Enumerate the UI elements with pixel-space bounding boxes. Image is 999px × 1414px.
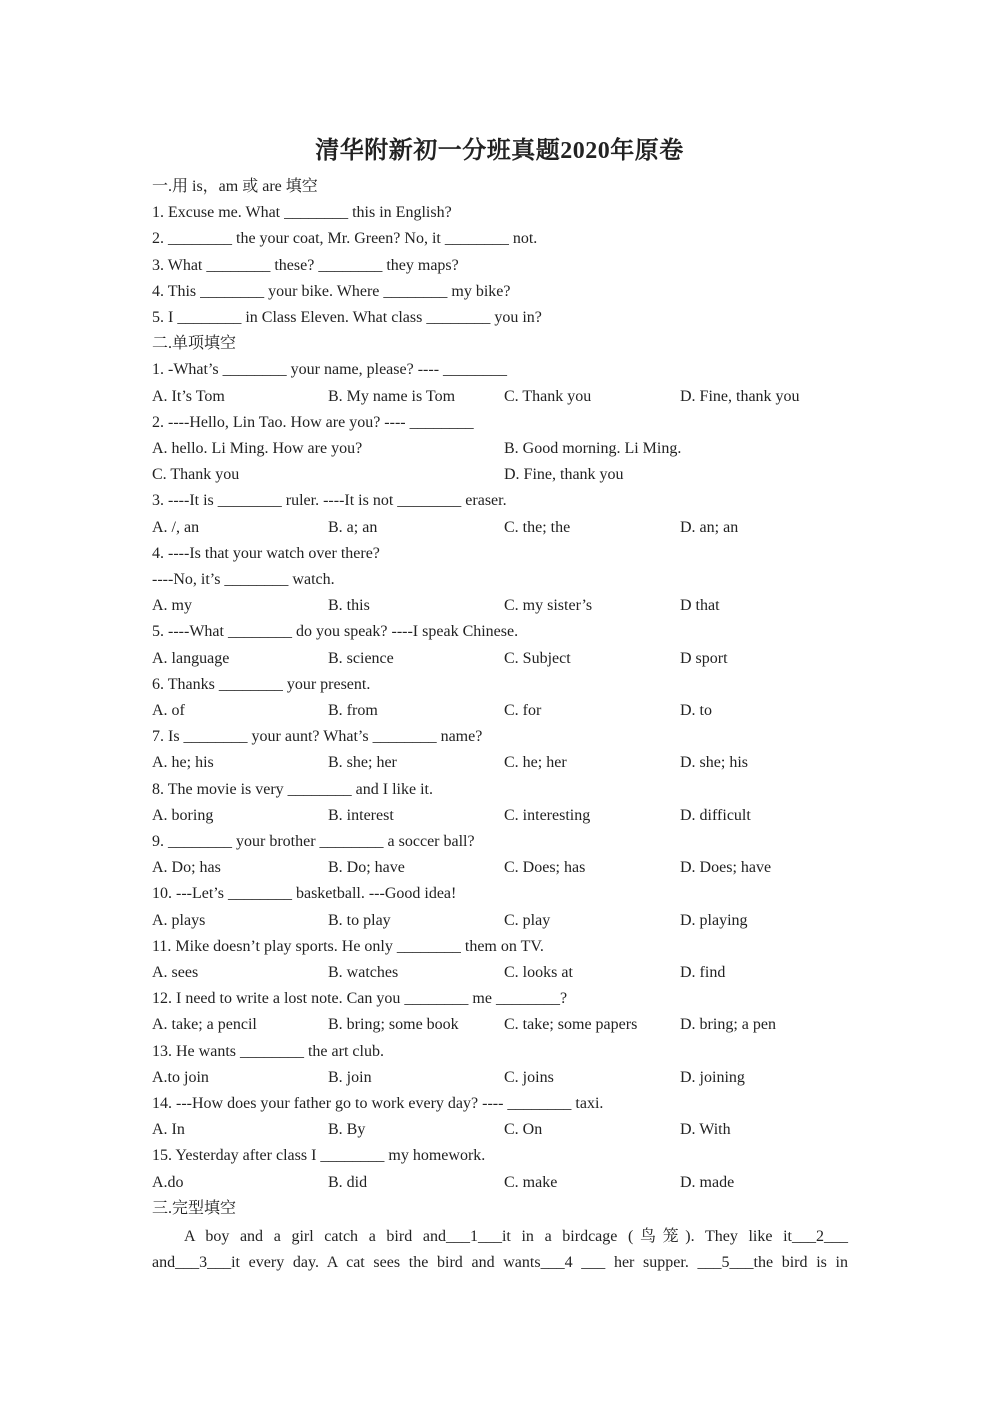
fill-in-item: 1. Excuse me. What ________ this in English? [152,204,452,222]
option-row [152,804,852,828]
option-a: A. /, an [152,518,200,536]
option-row [152,516,852,540]
option-c: C. joins [504,1068,554,1086]
option-d: D sport [680,649,728,667]
option-c: C. Subject [504,649,571,667]
option-row [152,385,852,409]
option-a: A.do [152,1173,184,1191]
option-row [152,961,852,985]
option-a: A. he; his [152,754,214,772]
question-stem: 9. ________ your brother ________ a soccer ball? [152,833,475,850]
option-a: A. my [152,597,192,615]
option-a: A. It’s Tom [152,387,225,405]
option-b: B. to play [328,911,391,929]
option-row [152,1066,852,1090]
option-a: A. hello. Li Ming. How are you? [152,440,363,457]
option-b: B. By [328,1121,366,1139]
option-d: D. find [680,964,726,981]
option-c: C. On [504,1121,543,1139]
option-a: A. take; a pencil [152,1016,257,1034]
option-a: A. plays [152,911,206,929]
fill-in-item: 4. This ________ your bike. Where ________ my bike? [152,282,511,300]
fill-in-item: 5. I ________ in Class Eleven. What class ________ you in? [152,309,542,326]
option-row [152,463,852,487]
fill-in-item: 2. ________ the your coat, Mr. Green? No, it ________ not. [152,230,538,248]
option-d: D. Does; have [680,859,772,877]
question-stem: 5. ----What ________ do you speak? ----I speak Chinese. [152,623,519,641]
option-row [152,647,852,671]
option-a: A. boring [152,806,214,824]
passage-line: A boy and a girl catch a bird and___1___it in a birdcage (鸟笼). They like it___2___ [184,1228,848,1245]
question-stem: 14. ---How does your father go to work every day? ---- ________ taxi. [152,1095,604,1112]
question-stem: ----No, it’s ________ watch. [152,571,335,588]
cloze-passage [152,1224,848,1276]
option-b: B. bring; some book [328,1016,459,1034]
question-stem: 3. ----It is ________ ruler. ----It is not ________ eraser. [152,492,507,510]
page-title: 清华附新初一分班真题2020年原卷 [315,138,684,164]
question-stem: 7. Is ________ your aunt? What’s ________ name? [152,728,483,746]
section-heading-3: 三.完型填空 [152,1199,237,1217]
question-stem: 1. -What’s ________ your name, please? ---- ________ [152,361,508,379]
option-c: C. play [504,911,551,929]
option-d: D. bring; a pen [680,1016,776,1034]
option-c: C. he; her [504,754,567,772]
option-b: B. Good morning. Li Ming. [504,440,682,457]
option-d: D. difficult [680,806,751,824]
option-b: B. interest [328,806,394,824]
option-b: B. science [328,649,394,667]
section-heading-2: 二.单项填空 [152,335,237,353]
option-c: C. take; some papers [504,1016,638,1034]
option-b: B. a; an [328,518,378,536]
question-stem: 11. Mike doesn’t play sports. He only ________ them on TV. [152,937,544,955]
option-b: B. join [328,1068,372,1086]
question-stem: 4. ----Is that your watch over there? [152,544,380,562]
question-stem: 13. He wants ________ the art club. [152,1042,384,1060]
question-stem: 12. I need to write a lost note. Can you ________ me ________? [152,990,568,1008]
option-d: D. joining [680,1068,745,1086]
option-b: B. Do; have [328,859,405,877]
option-row [152,909,852,933]
option-row [152,594,852,618]
fill-in-item: 3. What ________ these? ________ they maps? [152,256,459,274]
option-c: C. Does; has [504,859,586,877]
option-a: A. of [152,702,185,719]
question-stem: 8. The movie is very ________ and I like it. [152,780,433,798]
section-heading-1: 一.用 is，am 或 are 填空 [152,178,318,195]
question-stem: 15. Yesterday after class I ________ my homework. [152,1147,486,1165]
question-stem: 6. Thanks ________ your present. [152,675,371,693]
option-a: A. sees [152,964,199,981]
option-d: D. made [680,1173,735,1191]
option-row [152,856,852,880]
option-row [152,1171,852,1195]
option-d: D that [680,597,720,615]
option-a: A. language [152,649,230,667]
question-stem: 2. ----Hello, Lin Tao. How are you? ---- ________ [152,413,474,431]
option-row [152,437,852,461]
option-a: A.to join [152,1068,209,1086]
option-row [152,1013,852,1037]
option-d: D. With [680,1121,731,1139]
option-b: B. watches [328,964,399,981]
option-d: D. she; his [680,754,748,772]
option-c: C. make [504,1173,558,1191]
option-c: C. Thank you [504,387,592,405]
question-stem: 10. ---Let’s ________ basketball. ---Good idea! [152,885,457,903]
option-c: C. the; the [504,518,571,536]
option-row [152,751,852,775]
option-d: D. Fine, thank you [504,466,624,484]
option-c: C. Thank you [152,466,240,484]
option-d: D. playing [680,911,748,929]
option-c: C. interesting [504,806,591,824]
option-row [152,1118,852,1142]
option-a: A. Do; has [152,859,221,877]
option-b: B. did [328,1173,368,1191]
option-c: C. for [504,702,542,719]
option-b: B. she; her [328,754,397,772]
option-d: D. an; an [680,518,739,536]
option-d: D. Fine, thank you [680,387,800,405]
option-row [152,699,852,723]
option-b: B. this [328,597,370,615]
option-d: D. to [680,702,712,719]
option-c: C. looks at [504,964,573,981]
passage-line: and___3___it every day. A cat sees the bird and wants___4 ___ her supper. ___5___the bird is in [152,1254,848,1271]
option-b: B. My name is Tom [328,387,456,405]
option-a: A. In [152,1121,185,1139]
option-c: C. my sister’s [504,597,593,615]
option-b: B. from [328,702,378,719]
